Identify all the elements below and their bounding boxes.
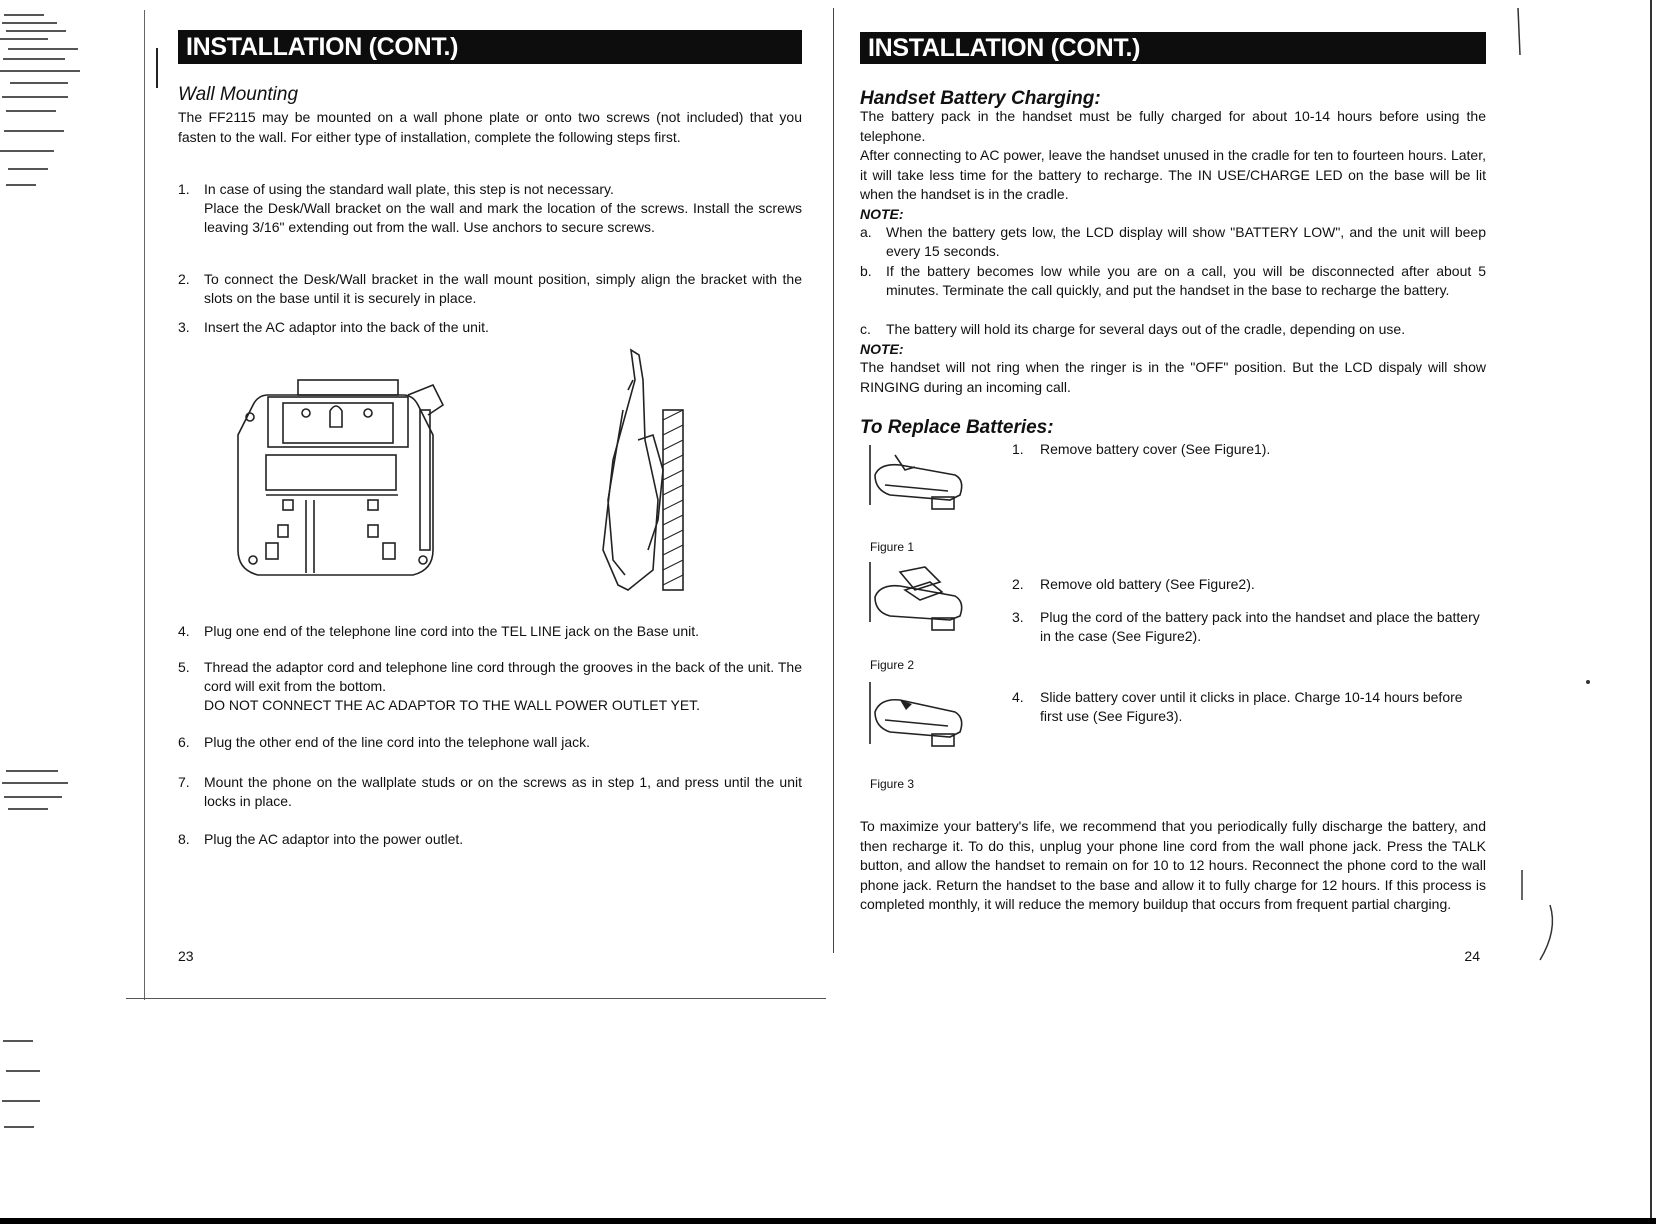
replace-title: To Replace Batteries: (860, 417, 1054, 438)
left-bracket-mark (156, 48, 158, 88)
charging-paragraph-2: After connecting to AC power, leave the handset unused in the cradle for ten to fourteen hours. Later, it will take less time for the battery to recharge. The IN USE/CHARGE LED on the base will be lit when the handset is in the cradle. (860, 147, 1486, 202)
step-2 (178, 270, 802, 308)
step-text: In case of using the standard wall plate, this step is not necessary. (204, 181, 614, 197)
step-3 (178, 318, 802, 337)
step-number: 4. (1012, 689, 1024, 705)
step-text: Place the Desk/Wall bracket on the wall and mark the location of the screws. Install the screws leaving 3/16" extending out from the wall. Use anchors to secure screws. (204, 200, 802, 235)
figure-1-handset (870, 445, 965, 525)
left-margin-line (144, 10, 145, 1000)
figure-2-caption: Figure 2 (870, 658, 915, 672)
replace-step-4 (1012, 688, 1486, 726)
right-margin-marks (1500, 0, 1620, 1000)
step-text: Remove old battery (See Figure2). (1040, 576, 1255, 592)
note2-label: NOTE: (860, 341, 904, 357)
replace-step-2 (1012, 575, 1486, 594)
maximize-battery-paragraph: To maximize your battery's life, we recommend that you periodically fully discharge the battery, and then recharge it. To do this, unplug your phone line cord from the wall phone jack. Press the TALK button, and allow the handset to remain on for 10 to 12 hours. Reconnect the phone cord to the wall phone jack. Return the handset to the base and allow it to fully charge for 12 hours. If this process is completed monthly, it will reduce the memory buildup that occurs from frequent partial charging. (860, 818, 1486, 912)
step-7 (178, 773, 802, 811)
note-text: If the battery becomes low while you are on a call, you will be disconnected after about 5 minutes. Terminate the call quickly, and put the handset in the base to recharge the battery. (886, 263, 1486, 298)
step-warning: DO NOT CONNECT THE AC ADAPTOR TO THE WALL POWER OUTLET YET. (204, 697, 701, 713)
note-text: When the battery gets low, the LCD display will show "BATTERY LOW", and the unit will beep every 15 seconds. (886, 224, 1486, 259)
step-8 (178, 830, 802, 849)
step-text: Thread the adaptor cord and telephone line cord through the grooves in the back of the unit. The cord will exit from the bottom. (204, 659, 802, 694)
step-1 (178, 180, 802, 237)
note-text: The battery will hold its charge for several days out of the cradle, depending on use. (886, 321, 1406, 337)
step-number: 7. (178, 774, 190, 790)
replace-step-1 (1012, 440, 1486, 459)
step-text: Mount the phone on the wallplate studs or on the screws as in step 1, and press until the unit locks in place. (204, 774, 802, 809)
step-4 (178, 622, 802, 641)
figure-3-caption: Figure 3 (870, 777, 915, 791)
center-fold-line (833, 8, 834, 953)
figure-1-caption: Figure 1 (870, 540, 915, 554)
intro-paragraph: The FF2115 may be mounted on a wall phone plate or onto two screws (not included) that you fasten to the wall. For either type of installation, complete the following steps first. (178, 109, 802, 145)
note-letter: a. (860, 224, 872, 240)
page-header: INSTALLATION (CONT.) (860, 32, 1486, 64)
step-text: To connect the Desk/Wall bracket in the wall mount position, simply align the bracket with the slots on the base until it is securely in place. (204, 271, 802, 306)
step-number: 2. (1012, 576, 1024, 592)
side-mount-diagram (583, 350, 693, 595)
note-a (860, 223, 1486, 261)
step-number: 2. (178, 271, 190, 287)
note-label: NOTE: (860, 206, 904, 222)
step-number: 4. (178, 623, 190, 639)
note-letter: c. (860, 321, 871, 337)
step-text: Plug the cord of the battery pack into the handset and place the battery in the case (See Figure2). (1040, 609, 1480, 644)
step-6 (178, 733, 802, 752)
page-number: 23 (178, 948, 194, 964)
step-number: 1. (178, 181, 190, 197)
step-text: Plug the AC adaptor into the power outlet. (204, 831, 464, 847)
step-number: 3. (1012, 609, 1024, 625)
scan-bottom-edge (0, 1218, 1656, 1224)
section-title: Wall Mounting (178, 84, 299, 105)
step-number: 3. (178, 319, 190, 335)
scan-edge-noise (0, 0, 120, 1224)
note2-text: The handset will not ring when the ringer is in the "OFF" position. But the LCD dispaly will show RINGING during an incoming call. (860, 359, 1486, 395)
base-unit-diagram (238, 375, 458, 590)
note-letter: b. (860, 263, 872, 279)
step-text: Plug the other end of the line cord into the telephone wall jack. (204, 734, 591, 750)
step-number: 6. (178, 734, 190, 750)
right-edge-line (1650, 0, 1652, 1224)
charging-title: Handset Battery Charging: (860, 88, 1101, 109)
figure-3-handset (870, 682, 965, 762)
figure-2-handset (870, 562, 965, 642)
page-number: 24 (1464, 948, 1480, 964)
step-text: Remove battery cover (See Figure1). (1040, 441, 1271, 457)
bottom-page-line (126, 998, 826, 999)
step-number: 8. (178, 831, 190, 847)
page-header: INSTALLATION (CONT.) (178, 30, 802, 64)
step-text: Plug one end of the telephone line cord into the TEL LINE jack on the Base unit. (204, 623, 700, 639)
note-b (860, 262, 1486, 300)
step-number: 5. (178, 659, 190, 675)
step-number: 1. (1012, 441, 1024, 457)
step-text: Insert the AC adaptor into the back of the unit. (204, 319, 489, 335)
step-text: Slide battery cover until it clicks in place. Charge 10-14 hours before first use (See Figure3). (1040, 689, 1463, 724)
step-5 (178, 658, 802, 715)
note-c (860, 320, 1486, 339)
replace-step-3 (1012, 608, 1486, 646)
charging-paragraph-1: The battery pack in the handset must be fully charged for about 10-14 hours before using the telephone. (860, 108, 1486, 144)
